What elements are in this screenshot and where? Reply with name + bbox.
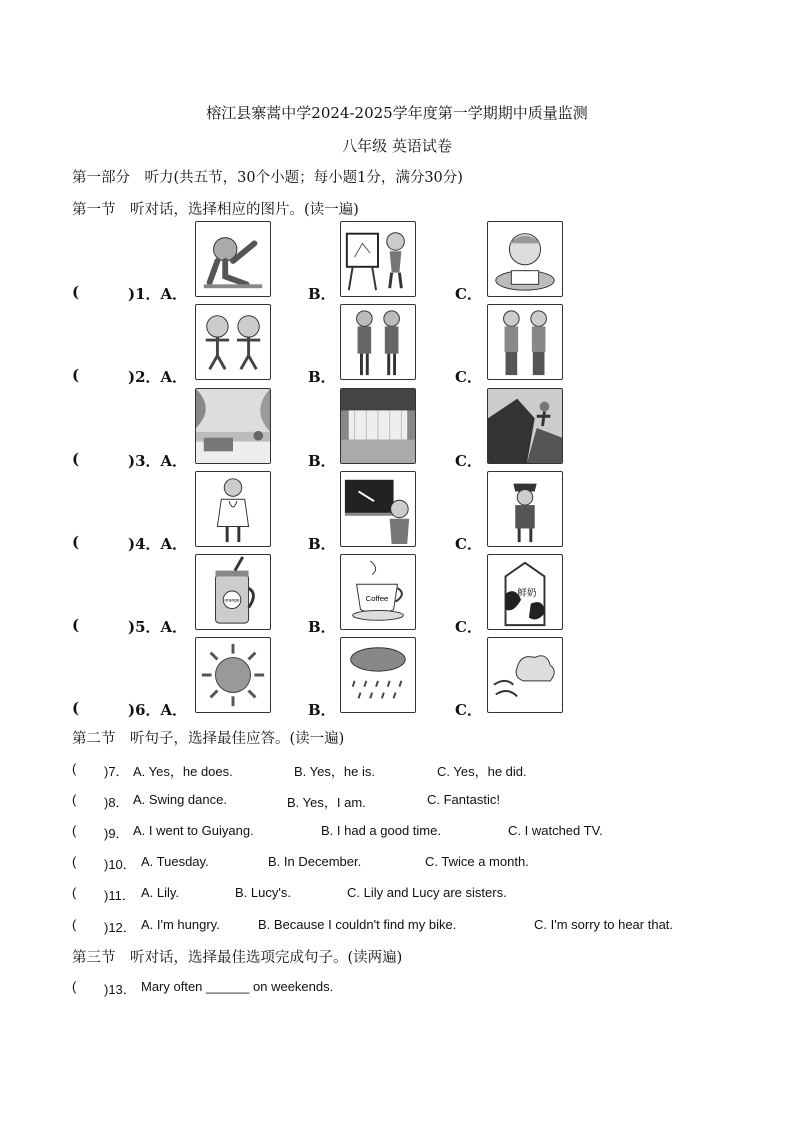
question-6-option-b: B． — [308, 701, 336, 719]
option-c: C. I'm sorry to hear that. — [534, 917, 674, 932]
juice-jar-icon[interactable] — [195, 554, 271, 630]
option-a: A. Lily. — [141, 885, 180, 900]
rock-climbing-icon[interactable] — [487, 388, 563, 464]
option-a: A. I went to Guiyang. — [133, 823, 254, 838]
beach-icon[interactable] — [195, 388, 271, 464]
option-a: A. I'm hungry. — [141, 917, 220, 932]
girl-reading-icon[interactable] — [487, 221, 563, 297]
option-c: C. Yes，he did. — [437, 764, 527, 779]
question-number: )11． — [104, 888, 135, 903]
answer-paren-5: ( — [72, 616, 80, 634]
answer-paren: ( — [72, 979, 77, 994]
option-a: A. Swing dance. — [133, 792, 227, 807]
answer-paren: ( — [72, 792, 77, 807]
question-5-option-c: C． — [455, 618, 482, 636]
question-6-option-c: C． — [455, 701, 482, 719]
answer-paren-6: ( — [72, 699, 80, 717]
option-b: B. In December. — [268, 854, 362, 869]
doctor-icon[interactable] — [195, 471, 271, 547]
question-number: )9． — [104, 826, 129, 841]
question-5-label: )5．A． — [128, 618, 188, 636]
option-c: C. Fantastic! — [427, 792, 500, 807]
option-b: B. Lucy's. — [235, 885, 291, 900]
answer-paren: ( — [72, 854, 77, 869]
question-number: )10． — [104, 857, 136, 872]
question-number: )13． — [104, 982, 136, 997]
option-c: C. Lily and Lucy are sisters. — [347, 885, 507, 900]
question-2-option-b: B． — [308, 368, 336, 386]
option-a: A. Yes，he does. — [133, 764, 233, 779]
answer-paren-3: ( — [72, 450, 80, 468]
question-2-option-c: C． — [455, 368, 482, 386]
option-c: C. I watched TV. — [508, 823, 603, 838]
waterfall-icon[interactable] — [340, 388, 416, 464]
question-3-label: )3．A． — [128, 452, 188, 470]
question-1-label: )1．A． — [128, 285, 188, 303]
question-number: )8． — [104, 795, 129, 810]
coffee-cup-icon[interactable] — [340, 554, 416, 630]
teacher-icon[interactable] — [340, 471, 416, 547]
two-boys-icon[interactable] — [487, 304, 563, 380]
question-1-option-b: B． — [308, 285, 336, 303]
option-c: C. Twice a month. — [425, 854, 529, 869]
option-b: B. Yes，he is. — [294, 764, 375, 779]
answer-paren-1: ( — [72, 283, 80, 301]
two-girls-icon[interactable] — [340, 304, 416, 380]
question-5-option-b: B． — [308, 618, 336, 636]
milk-carton-icon[interactable] — [487, 554, 563, 630]
coffee-label: Coffee — [365, 593, 389, 603]
question-1-option-c: C． — [455, 285, 482, 303]
question-4-option-b: B． — [308, 535, 336, 553]
option-b: B. Yes，I am. — [287, 795, 366, 810]
sun-icon[interactable] — [195, 637, 271, 713]
question-number: )12． — [104, 920, 136, 935]
answer-paren-4: ( — [72, 533, 80, 551]
question-4-option-c: C． — [455, 535, 482, 553]
option-a: A. Tuesday. — [141, 854, 209, 869]
question-2-label: )2．A． — [128, 368, 188, 386]
exam-subtitle: 八年级 英语试卷 — [342, 137, 452, 155]
answer-paren: ( — [72, 885, 77, 900]
section3-heading: 第三节 听对话，选择最佳选项完成句子。(读两遍) — [72, 950, 403, 966]
answer-paren: ( — [72, 917, 77, 932]
question-number: )7． — [104, 764, 129, 779]
option-b: B. I had a good time. — [321, 823, 441, 838]
answer-paren: ( — [72, 823, 77, 838]
girl-painting-icon[interactable] — [340, 221, 416, 297]
wind-cloud-icon[interactable] — [487, 637, 563, 713]
question-text: Mary often ______ on weekends. — [141, 979, 334, 994]
question-3-option-c: C． — [455, 452, 482, 470]
answer-paren: ( — [72, 761, 77, 776]
answer-paren-2: ( — [72, 366, 80, 384]
question-6-label: )6．A． — [128, 701, 188, 719]
boy-girl-jumping-icon[interactable] — [195, 304, 271, 380]
question-4-label: )4．A． — [128, 535, 188, 553]
part1-heading: 第一部分 听力(共五节，30个小题；每小题1分，满分30分) — [72, 170, 463, 186]
question-3-option-b: B． — [308, 452, 336, 470]
exam-title: 榕江县寨蒿中学2024-2025学年度第一学期期中质量监测 — [206, 104, 588, 122]
police-officer-icon[interactable] — [487, 471, 563, 547]
option-b: B. Because I couldn't find my bike. — [258, 917, 457, 932]
juice-label: orange — [224, 598, 240, 604]
yoga-girl-icon[interactable] — [195, 221, 271, 297]
milk-label: 鲜奶 — [517, 587, 537, 599]
rain-cloud-icon[interactable] — [340, 637, 416, 713]
section1-heading: 第一节 听对话，选择相应的图片。(读一遍) — [72, 202, 359, 218]
section2-heading: 第二节 听句子，选择最佳应答。(读一遍) — [72, 731, 345, 747]
